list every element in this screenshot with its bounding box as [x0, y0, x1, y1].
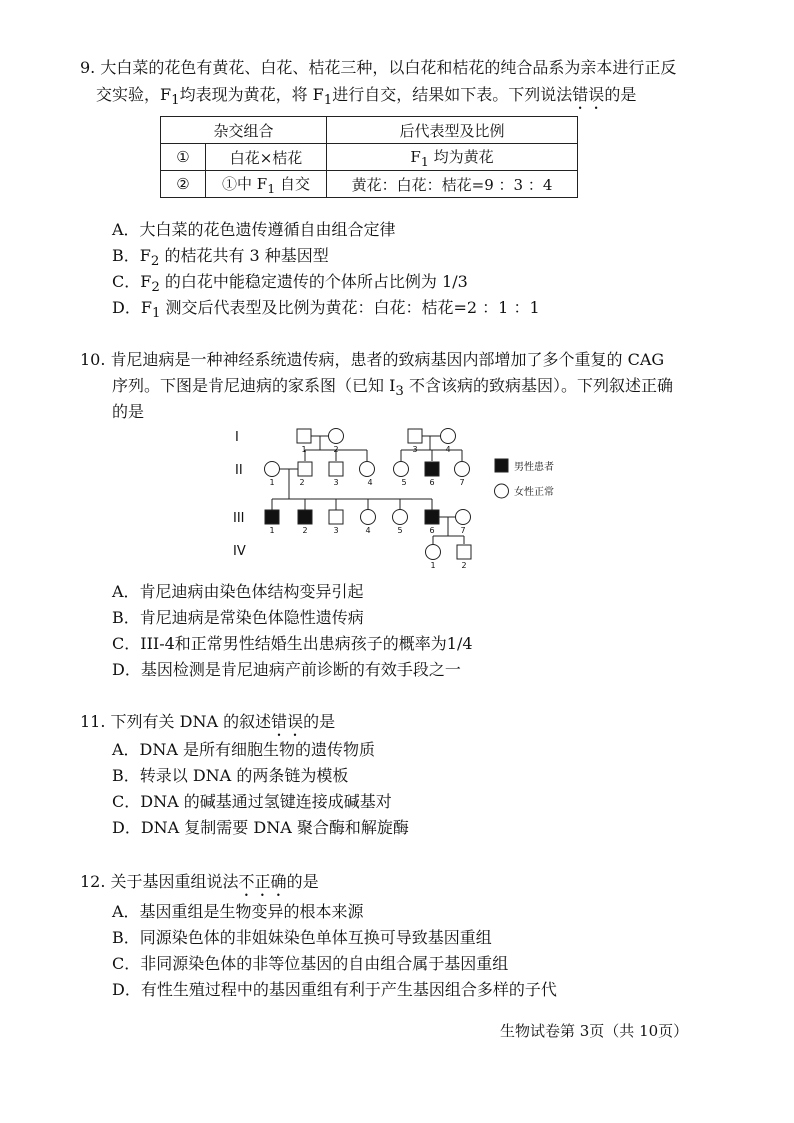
- individual-number: 7: [459, 478, 465, 487]
- q11-option-d: D．DNA 复制需要 DNA 聚合酶和解旋酶: [112, 818, 409, 837]
- q10-option-a: A．肯尼迪病由染色体结构变异引起: [112, 582, 364, 601]
- q9-stem-line2: [96, 85, 636, 113]
- table-cell-num: ①: [161, 144, 206, 171]
- legend-normal-female-label: 女性正常: [514, 487, 554, 498]
- pedigree-male-affected: [265, 510, 279, 524]
- option-text: 的桔花共有 3 种基因型: [159, 246, 329, 265]
- subscript: 3: [395, 384, 404, 400]
- cell-text: F: [410, 147, 421, 166]
- pedigree-female-normal: [393, 510, 408, 525]
- q9-option-b: [112, 246, 329, 272]
- q9-option-c: [112, 272, 468, 298]
- generation-label: II: [235, 463, 243, 478]
- subscript: 1: [151, 306, 161, 322]
- generation-label: I: [235, 430, 239, 445]
- pedigree-female-normal: [456, 510, 471, 525]
- stem-text: 的是: [286, 872, 319, 891]
- table-cell-result: 黄花：白花：桔花=9 ：3 ：4: [327, 171, 578, 198]
- pedigree-male-normal: [297, 429, 311, 443]
- pedigree-female-normal: [361, 510, 376, 525]
- legend-affected-male-label: 男性患者: [514, 462, 554, 473]
- generation-label: IV: [233, 544, 246, 559]
- q11-option-b: B．转录以 DNA 的两条链为模板: [112, 766, 349, 785]
- q12-stem: [80, 872, 319, 900]
- option-text: B．F: [112, 246, 151, 265]
- q9-stem-part: 均表现为黄花，将 F: [179, 85, 324, 104]
- q10-option-d: D．基因检测是肯尼迪病产前诊断的有效手段之一: [112, 660, 461, 679]
- stem-text: 的是: [303, 712, 336, 731]
- subscript: 2: [150, 254, 160, 270]
- table-cell-cross: [206, 171, 327, 198]
- pedigree-female-normal: [455, 462, 470, 477]
- subscript: 1: [171, 93, 180, 109]
- subscript: 1: [267, 180, 276, 196]
- individual-number: 2: [302, 526, 308, 535]
- individual-number: 7: [460, 526, 466, 535]
- cell-text: ①中 F: [222, 174, 268, 193]
- pedigree-male-affected: [298, 510, 312, 524]
- generation-label: III: [233, 511, 245, 526]
- individual-number: 1: [269, 526, 275, 535]
- option-text: D．F: [112, 298, 152, 317]
- individual-number: 1: [269, 478, 275, 487]
- pedigree-male-normal: [298, 462, 312, 476]
- q10-stem-line2: [112, 376, 673, 402]
- pedigree-male-normal: [329, 462, 343, 476]
- pedigree-chart: [230, 425, 570, 575]
- individual-number: 5: [397, 526, 403, 535]
- pedigree-male-normal: [457, 545, 471, 559]
- option-text: 测交后代表型及比例为黄花：白花：桔花=2 ：1 ：1: [160, 298, 540, 317]
- q9-option-d: [112, 298, 540, 324]
- cell-text: 自交: [275, 174, 310, 193]
- individual-number: 3: [333, 478, 339, 487]
- q10-option-c: C．III-4和正常男性结婚生出患病孩子的概率为1/4: [112, 634, 473, 653]
- pedigree-female-normal: [329, 429, 344, 444]
- pedigree-female-normal: [360, 462, 375, 477]
- q11-option-a: A．DNA 是所有细胞生物的遗传物质: [112, 740, 376, 759]
- q9-stem-part: 的是: [604, 85, 637, 104]
- q11-option-c: C．DNA 的碱基通过氢键连接成碱基对: [112, 792, 392, 811]
- individual-number: 6: [429, 526, 435, 535]
- table-cell-num: ②: [161, 171, 206, 198]
- pedigree-female-normal: [426, 545, 441, 560]
- table-header-result: 后代表型及比例: [327, 117, 578, 144]
- q11-emphasis: 错误: [271, 712, 304, 731]
- pedigree-female-normal: [265, 462, 280, 477]
- cell-text: 均为黄花: [428, 147, 494, 166]
- individual-number: 4: [445, 445, 451, 454]
- q12-option-a: A．基因重组是生物变异的根本来源: [112, 902, 364, 921]
- table-cell-cross: 白花×桔花: [206, 144, 327, 171]
- individual-number: 2: [333, 445, 339, 454]
- individual-number: 3: [333, 526, 339, 535]
- individual-number: 1: [301, 445, 307, 454]
- pedigree-male-affected: [425, 462, 439, 476]
- q12-option-d: D．有性生殖过程中的基因重组有利于产生基因组合多样的子代: [112, 980, 557, 999]
- pedigree-male-normal: [408, 429, 422, 443]
- subscript: 1: [420, 153, 429, 169]
- q9-stem-text: 9. 大白菜的花色有黄花、白花、桔花三种，以白花和桔花的纯合品系为亲本进行正反: [80, 58, 677, 77]
- q10-stem-line1: 10. 肯尼迪病是一种神经系统遗传病，患者的致病基因内部增加了多个重复的 CAG: [80, 350, 665, 369]
- individual-number: 5: [401, 478, 407, 487]
- stem-text: 不含该病的致病基因）。下列叙述正确: [403, 376, 673, 395]
- option-text: C．F: [112, 272, 152, 291]
- q9-cross-table: [160, 116, 578, 198]
- individual-number: 4: [365, 526, 371, 535]
- table-header-row: [161, 117, 578, 144]
- stem-text: 12. 关于基因重组说法: [80, 872, 239, 891]
- q12-option-b: B．同源染色体的非姐妹染色单体互换可导致基因重组: [112, 928, 492, 947]
- table-header-cross: 杂交组合: [161, 117, 327, 144]
- legend-normal-female-icon: [495, 484, 509, 498]
- table-row: [161, 171, 578, 198]
- page-footer: 生物试卷第 3页（共 10页）: [500, 1022, 689, 1040]
- pedigree-female-normal: [394, 462, 409, 477]
- subscript: 2: [151, 280, 160, 296]
- legend-affected-male-icon: [495, 459, 508, 472]
- q12-option-c: C．非同源染色体的非等位基因的自由组合属于基因重组: [112, 954, 509, 973]
- individual-number: 2: [461, 561, 467, 570]
- stem-text: 序列。下图是肯尼迪病的家系图（已知 I: [112, 376, 396, 395]
- individual-number: 2: [299, 478, 305, 487]
- individual-number: 4: [367, 478, 373, 487]
- table-row: [161, 144, 578, 171]
- q9-stem-part: 进行自交，结果如下表。下列说法: [332, 85, 573, 104]
- option-text: 的白花中能稳定遗传的个体所占比例为 1/3: [159, 272, 468, 291]
- q10-option-b: B．肯尼迪病是常染色体隐性遗传病: [112, 608, 364, 627]
- q10-stem-line3: 的是: [112, 402, 145, 421]
- individual-number: 1: [430, 561, 436, 570]
- stem-text: 11. 下列有关 DNA 的叙述: [80, 712, 272, 731]
- q9-stem-line1: [80, 58, 676, 78]
- q9-option-a: A．大白菜的花色遗传遵循自由组合定律: [112, 220, 396, 239]
- pedigree-female-normal: [441, 429, 456, 444]
- table-cell-result: [327, 144, 578, 171]
- q11-stem: [80, 712, 335, 740]
- subscript: 1: [323, 93, 333, 109]
- individual-number: 6: [429, 478, 435, 487]
- q12-emphasis: 不正确: [238, 872, 287, 891]
- q9-stem-part: 交实验，F: [96, 85, 172, 104]
- q9-emphasis: 错误: [572, 85, 605, 104]
- pedigree-male-affected: [425, 510, 439, 524]
- individual-number: 3: [412, 445, 418, 454]
- pedigree-male-normal: [329, 510, 343, 524]
